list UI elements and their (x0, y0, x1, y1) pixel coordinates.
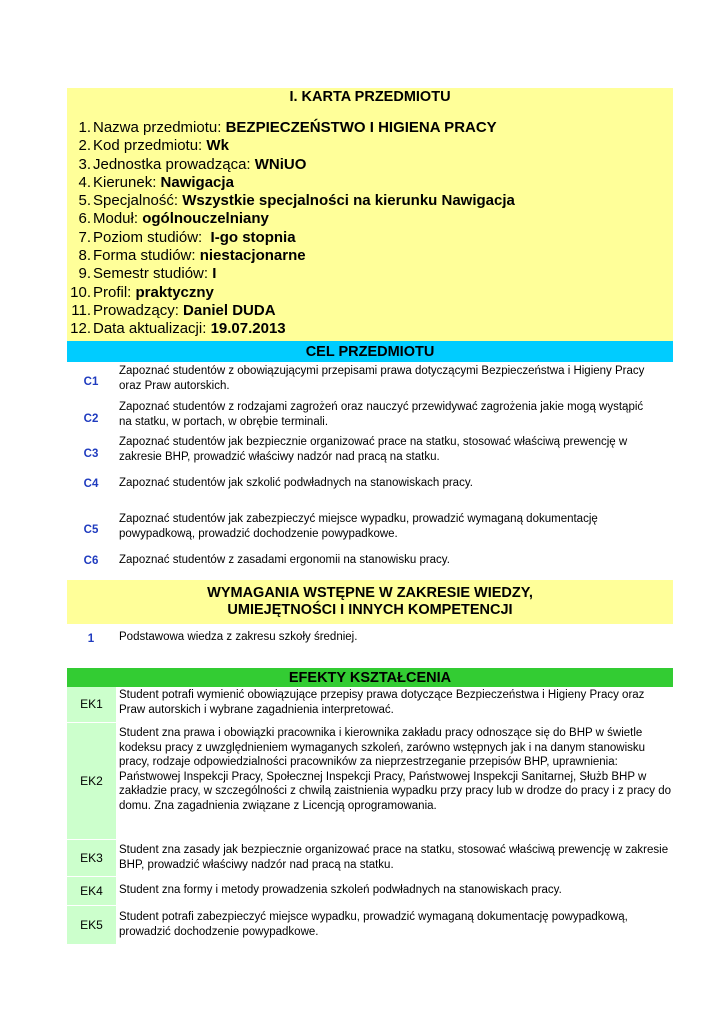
document-page (67, 88, 673, 945)
karta-item (67, 137, 673, 155)
item-value: Nawigacja (160, 173, 234, 191)
karta-title: I. KARTA PRZEDMIOTU (289, 89, 451, 105)
item-label: Poziom studiów: (93, 228, 211, 246)
cel-text: Zapoznać studentów jak szkolić podwładnych na stanowiskach pracy. (119, 477, 473, 489)
item-number: 10. (70, 283, 91, 301)
efekty-text: Student zna prawa i obowiązki pracownika i kierownika zakładu pracy odnoszące się do BHP w świetle kodeksu pracy z uwzględnieniem wymaganych szkoleń, zarówno wstępnych jak i na danym stanowisku pracy, rodzaje odpowiedzialności pracowników za nieprzestrzeganie przepisów BHP, uprawnienia: Państwowej Inspekcji Pracy, Społecznej Inspekcji Pracy, Państwowej Inspekcji Sanitarnej, Służb BHP w zakładzie pracy, w szczególności z chwilą zaistnienia wypadku przy pracy lub w drodze do pracy i z pracy do domu. Zna zagadnienia związane z Licencją oprogramowania. (119, 727, 672, 812)
karta-item (67, 119, 673, 137)
item-label: Semestr studiów: (93, 265, 213, 283)
item-number: 4. (78, 173, 91, 191)
item-label: Nazwa przedmiotu: (93, 119, 226, 136)
cel-item (67, 400, 673, 434)
cel-code: C1 (83, 376, 99, 388)
efekty-code: EK3 (67, 840, 116, 876)
karta-section (67, 88, 673, 341)
item-label: Specjalność: (93, 192, 183, 210)
cel-item (67, 434, 673, 472)
cel-code: C2 (83, 413, 99, 425)
wymagania-text: Podstawowa wiedza z zakresu szkoły średniej. (119, 631, 358, 643)
item-value: I-go stopnia (210, 228, 296, 246)
cel-code: C6 (83, 555, 99, 567)
item-label: Forma studiów: (93, 247, 200, 265)
item-number: 2. (78, 137, 91, 155)
efekty-text: Student zna zasady jak bezpiecznie organizować prace na statku, stosować właściwą prewencję w zakresie BHP, prowadzić właściwy nadzór nad pracą na statku. (119, 844, 669, 871)
item-label: Kod przedmiotu: (93, 137, 207, 155)
item-number: 1. (78, 119, 91, 136)
item-number: 12. (70, 320, 91, 338)
item-value: praktyczny (135, 283, 214, 301)
efekty-list (67, 687, 673, 945)
karta-item (67, 265, 673, 283)
item-label: Data aktualizacji: (93, 320, 211, 338)
item-value: ogólnouczelniany (142, 210, 269, 228)
item-value: WNiUO (254, 155, 307, 173)
karta-item (67, 229, 673, 247)
karta-item (67, 156, 673, 174)
karta-item (67, 302, 673, 320)
wymagania-title-line2: UMIEJĘTNOŚCI I INNYCH KOMPETENCJI (227, 602, 513, 618)
cel-text: Zapoznać studentów z rodzajami zagrożeń oraz nauczyć przewidywać zagrożenia jakie mogą wystąpić na statku, w portach, w obrębie terminali. (119, 401, 644, 428)
cel-item (67, 549, 673, 580)
item-number: 6. (78, 210, 91, 228)
cel-item (67, 362, 673, 400)
karta-item (67, 192, 673, 210)
efekty-code: EK4 (67, 877, 116, 905)
item-value: 19.07.2013 (210, 320, 286, 338)
item-label: Profil: (93, 283, 136, 301)
efekty-text: Student potrafi wymienić obowiązujące przepisy prawa dotyczące Bezpieczeństwa i Higieny Pracy oraz Praw autorskich i wybrane zagadnienia interpretować. (119, 689, 645, 716)
wymagania-code: 1 (87, 633, 95, 645)
efekty-item (67, 687, 673, 723)
wymagania-title-line1: WYMAGANIA WSTĘPNE W ZAKRESIE WIEDZY, (207, 585, 533, 601)
efekty-title: EFEKTY KSZTAŁCENIA (67, 668, 673, 687)
efekty-text: Student potrafi zabezpieczyć miejsce wypadku, prowadzić wymaganą dokumentację powypadkową, prowadzić dochodzenie powypadkowe. (119, 911, 628, 938)
cel-list (67, 362, 673, 580)
item-number: 9. (78, 265, 91, 283)
item-label: Jednostka prowadząca: (93, 155, 255, 173)
item-label: Kierunek: (93, 173, 161, 191)
item-number: 7. (78, 228, 91, 246)
cel-text: Zapoznać studentów jak zabezpieczyć miejsce wypadku, prowadzić wymaganą dokumentację powypadkową, prowadzić dochodzenie powypadkowe. (119, 513, 598, 540)
cel-text: Zapoznać studentów jak bezpiecznie organizować prace na statku, stosować właściwą prewencję w zakresie BHP, prowadzić właściwy nadzór nad pracą na statku. (119, 436, 628, 463)
item-number: 8. (78, 247, 91, 265)
karta-item (67, 284, 673, 302)
wymagania-item (67, 624, 673, 668)
karta-item (67, 174, 673, 192)
karta-list (67, 119, 673, 339)
efekty-code: EK1 (67, 687, 116, 722)
karta-item (67, 320, 673, 338)
efekty-item (67, 840, 673, 877)
item-value: BEZPIECZEŃSTWO I HIGIENA PRACY (225, 119, 497, 136)
karta-item (67, 210, 673, 228)
item-number: 11. (71, 301, 91, 319)
efekty-text: Student zna formy i metody prowadzenia szkoleń podwładnych na stanowiskach pracy. (119, 884, 562, 896)
item-number: 5. (78, 192, 91, 210)
item-value: niestacjonarne (199, 247, 306, 265)
item-label: Prowadzący: (93, 301, 184, 319)
cel-code: C5 (83, 524, 99, 536)
cel-item (67, 472, 673, 510)
efekty-code: EK2 (67, 723, 116, 839)
item-value: Wk (206, 137, 229, 155)
wymagania-list (67, 624, 673, 668)
efekty-item (67, 723, 673, 840)
item-value: Daniel DUDA (183, 301, 276, 319)
efekty-item (67, 877, 673, 906)
item-value: Wszystkie specjalności na kierunku Nawigacja (182, 192, 515, 210)
wymagania-title (67, 580, 673, 624)
cel-text: Zapoznać studentów z zasadami ergonomii na stanowisku pracy. (119, 554, 450, 566)
cel-text: Zapoznać studentów z obowiązującymi przepisami prawa dotyczącymi Bezpieczeństwa i Higieny Pracy oraz Praw autorskich. (119, 365, 645, 392)
item-value: I (212, 265, 217, 283)
cel-code: C4 (83, 478, 99, 490)
efekty-item (67, 906, 673, 945)
cel-code: C3 (83, 448, 99, 460)
cel-item (67, 510, 673, 549)
efekty-code: EK5 (67, 906, 116, 944)
item-label: Moduł: (93, 210, 143, 228)
item-number: 3. (78, 155, 91, 173)
cel-title: CEL PRZEDMIOTU (67, 341, 673, 362)
karta-item (67, 247, 673, 265)
